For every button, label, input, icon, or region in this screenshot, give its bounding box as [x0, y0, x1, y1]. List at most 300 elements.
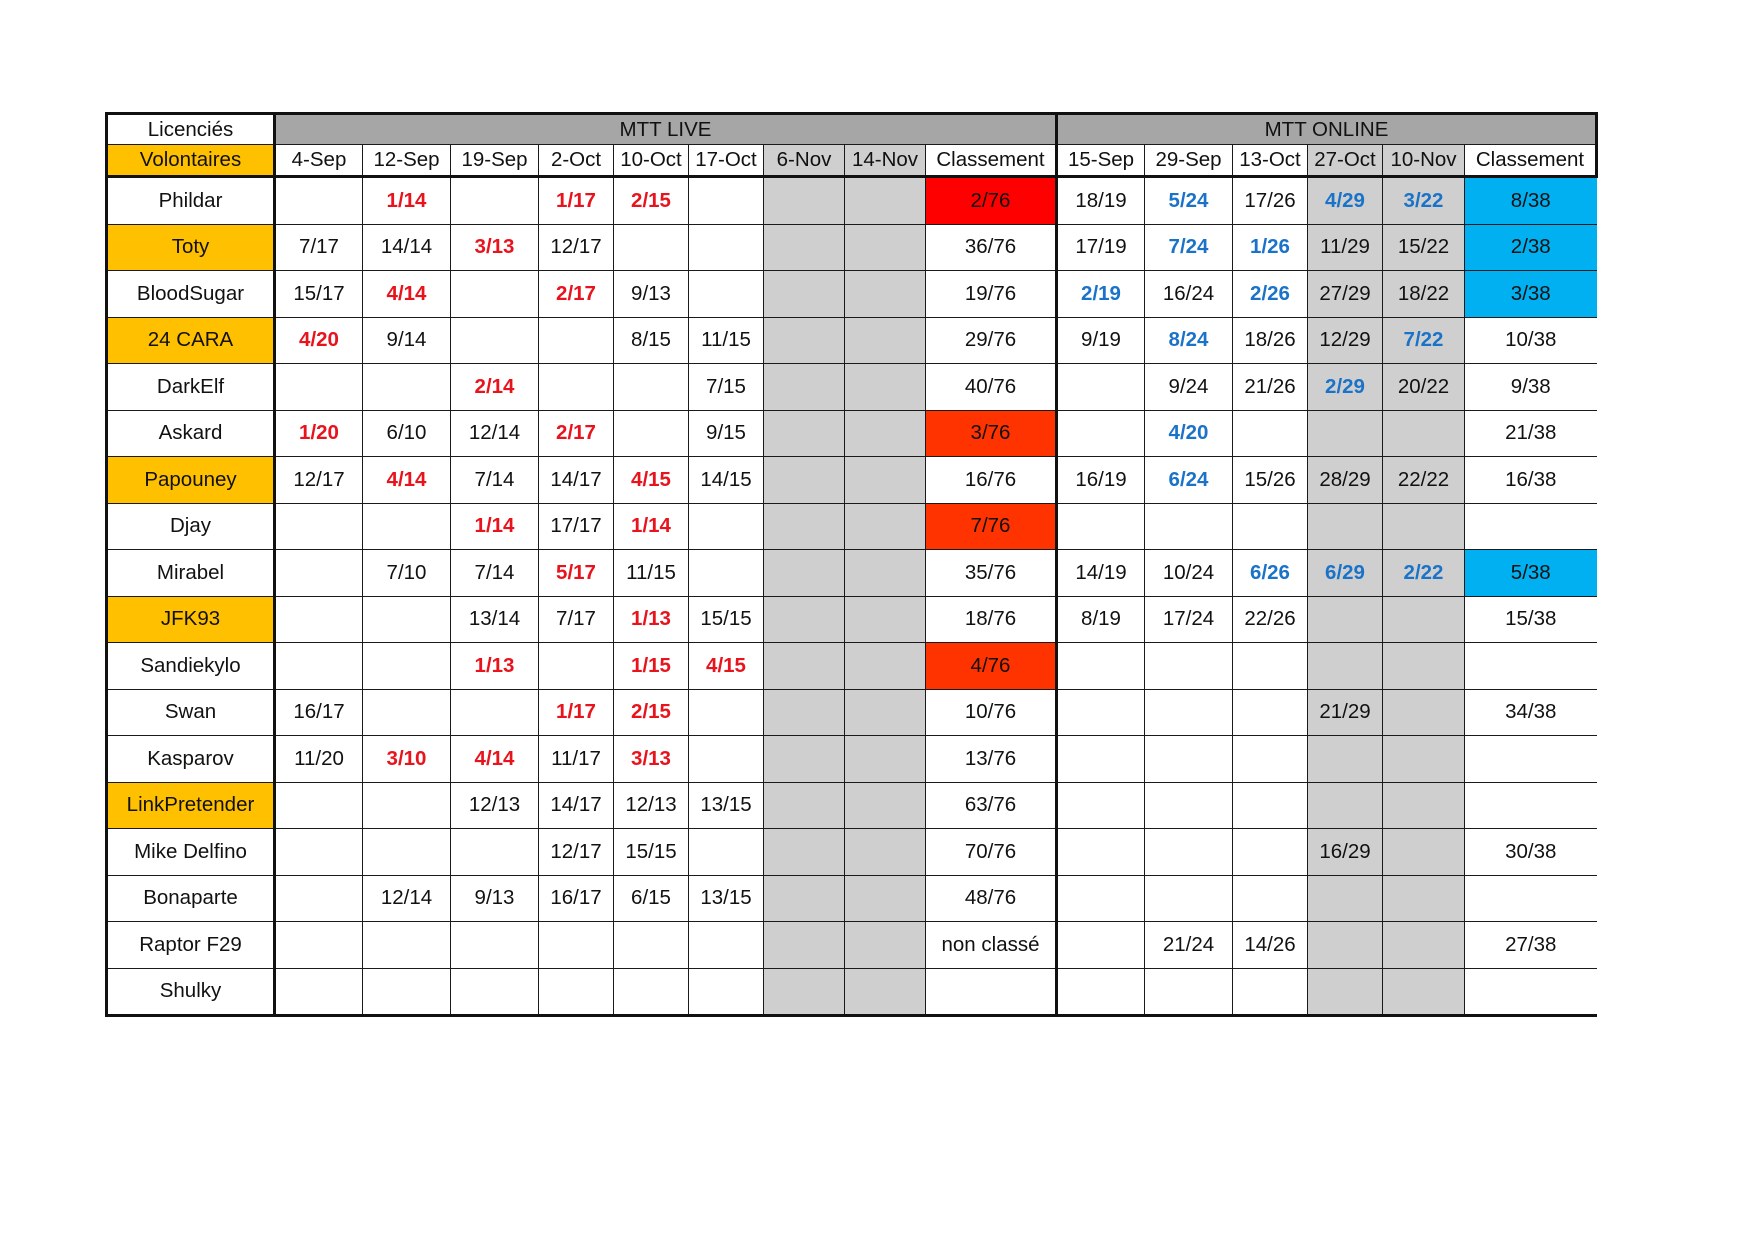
live-result-cell: 4/15 [614, 457, 689, 504]
online-result-cell: 9/24 [1145, 364, 1233, 411]
live-result-cell [275, 503, 363, 550]
online-result-cell: 8/24 [1145, 317, 1233, 364]
live-result-cell [363, 829, 451, 876]
live-result-cell [845, 875, 926, 922]
online-result-cell [1308, 503, 1383, 550]
online-result-cell: 7/24 [1145, 224, 1233, 271]
online-result-cell [1383, 922, 1465, 969]
online-classement-cell: 5/38 [1465, 550, 1597, 597]
live-result-cell [764, 782, 845, 829]
online-result-cell [1057, 736, 1145, 783]
live-result-cell: 12/14 [451, 410, 539, 457]
online-result-cell [1057, 503, 1145, 550]
live-result-cell [845, 922, 926, 969]
online-result-cell [1308, 782, 1383, 829]
live-result-cell: 1/15 [614, 643, 689, 690]
online-result-cell: 6/24 [1145, 457, 1233, 504]
live-date-header: 12-Sep [363, 145, 451, 177]
online-result-cell [1057, 364, 1145, 411]
live-result-cell: 1/14 [363, 177, 451, 225]
live-result-cell: 1/17 [539, 177, 614, 225]
online-result-cell [1233, 829, 1308, 876]
live-result-cell [845, 643, 926, 690]
online-result-cell [1308, 643, 1383, 690]
player-name: 24 CARA [107, 317, 275, 364]
live-result-cell [764, 968, 845, 1016]
live-result-cell [845, 317, 926, 364]
online-result-cell [1233, 689, 1308, 736]
live-result-cell [275, 875, 363, 922]
live-result-cell: 6/10 [363, 410, 451, 457]
live-result-cell [845, 782, 926, 829]
live-classement-cell: 18/76 [926, 596, 1057, 643]
online-result-cell [1383, 875, 1465, 922]
online-result-cell: 14/26 [1233, 922, 1308, 969]
live-classement-cell: 3/76 [926, 410, 1057, 457]
online-result-cell: 17/19 [1057, 224, 1145, 271]
online-date-header: 15-Sep [1057, 145, 1145, 177]
live-result-cell: 5/17 [539, 550, 614, 597]
live-result-cell [451, 922, 539, 969]
live-classement-cell: 4/76 [926, 643, 1057, 690]
online-result-cell: 20/22 [1383, 364, 1465, 411]
live-result-cell: 3/13 [614, 736, 689, 783]
online-result-cell: 21/24 [1145, 922, 1233, 969]
live-result-cell [363, 503, 451, 550]
live-classement-cell: non classé [926, 922, 1057, 969]
online-result-cell [1057, 410, 1145, 457]
online-result-cell [1145, 829, 1233, 876]
live-result-cell [845, 968, 926, 1016]
live-result-cell [764, 503, 845, 550]
online-classement-cell [1465, 968, 1597, 1016]
live-result-cell: 7/15 [689, 364, 764, 411]
live-result-cell [764, 829, 845, 876]
live-result-cell [275, 550, 363, 597]
live-result-cell [363, 968, 451, 1016]
mtt-live-header: MTT LIVE [275, 114, 1057, 145]
live-result-cell [689, 224, 764, 271]
online-result-cell: 17/24 [1145, 596, 1233, 643]
online-result-cell [1383, 503, 1465, 550]
live-result-cell [275, 922, 363, 969]
online-result-cell: 15/22 [1383, 224, 1465, 271]
online-result-cell: 11/29 [1308, 224, 1383, 271]
online-result-cell [1233, 643, 1308, 690]
live-result-cell: 2/15 [614, 177, 689, 225]
online-result-cell [1057, 643, 1145, 690]
live-result-cell: 6/15 [614, 875, 689, 922]
live-result-cell [614, 968, 689, 1016]
online-result-cell: 28/29 [1308, 457, 1383, 504]
live-result-cell [363, 689, 451, 736]
player-row [107, 503, 1597, 550]
online-date-header: 29-Sep [1145, 145, 1233, 177]
live-result-cell: 16/17 [539, 875, 614, 922]
live-result-cell [689, 271, 764, 318]
player-row [107, 736, 1597, 783]
online-result-cell: 7/22 [1383, 317, 1465, 364]
live-classement-cell: 7/76 [926, 503, 1057, 550]
live-result-cell [845, 736, 926, 783]
player-row [107, 177, 1597, 225]
live-result-cell [764, 922, 845, 969]
live-result-cell [451, 177, 539, 225]
mtt-online-header: MTT ONLINE [1057, 114, 1597, 145]
online-result-cell [1145, 689, 1233, 736]
online-result-cell: 15/26 [1233, 457, 1308, 504]
online-result-cell [1145, 503, 1233, 550]
ranking-table [105, 112, 1598, 1017]
live-date-header: 10-Oct [614, 145, 689, 177]
online-result-cell [1145, 643, 1233, 690]
live-result-cell [845, 177, 926, 225]
online-result-cell [1383, 596, 1465, 643]
live-result-cell [845, 550, 926, 597]
licencies-header: Licenciés [107, 114, 275, 145]
online-result-cell: 12/29 [1308, 317, 1383, 364]
live-date-header: 2-Oct [539, 145, 614, 177]
online-result-cell: 18/19 [1057, 177, 1145, 225]
online-result-cell: 18/26 [1233, 317, 1308, 364]
live-classement-cell: 63/76 [926, 782, 1057, 829]
live-result-cell: 11/20 [275, 736, 363, 783]
live-classement-cell [926, 968, 1057, 1016]
online-classement-cell [1465, 503, 1597, 550]
live-result-cell [275, 364, 363, 411]
online-result-cell: 22/26 [1233, 596, 1308, 643]
live-result-cell [689, 968, 764, 1016]
live-result-cell [614, 410, 689, 457]
online-classement-cell: 3/38 [1465, 271, 1597, 318]
online-result-cell: 4/29 [1308, 177, 1383, 225]
online-result-cell: 21/29 [1308, 689, 1383, 736]
live-result-cell [845, 596, 926, 643]
live-result-cell: 16/17 [275, 689, 363, 736]
online-result-cell: 4/20 [1145, 410, 1233, 457]
live-result-cell: 13/14 [451, 596, 539, 643]
online-result-cell [1308, 596, 1383, 643]
live-result-cell: 15/15 [614, 829, 689, 876]
online-classement-cell [1465, 875, 1597, 922]
player-name: Sandiekylo [107, 643, 275, 690]
live-result-cell [275, 596, 363, 643]
live-result-cell [539, 317, 614, 364]
online-classement-cell: 9/38 [1465, 364, 1597, 411]
live-classement-cell: 29/76 [926, 317, 1057, 364]
live-result-cell [539, 643, 614, 690]
live-result-cell [845, 224, 926, 271]
online-classement-cell [1465, 782, 1597, 829]
online-result-cell [1383, 689, 1465, 736]
live-result-cell: 11/15 [614, 550, 689, 597]
live-result-cell: 12/17 [275, 457, 363, 504]
online-result-cell [1057, 689, 1145, 736]
player-name: Raptor F29 [107, 922, 275, 969]
online-result-cell [1233, 875, 1308, 922]
live-result-cell [363, 364, 451, 411]
online-result-cell [1057, 875, 1145, 922]
live-classement-header: Classement [926, 145, 1057, 177]
online-result-cell: 9/19 [1057, 317, 1145, 364]
live-result-cell: 3/13 [451, 224, 539, 271]
online-result-cell: 2/22 [1383, 550, 1465, 597]
online-classement-cell: 16/38 [1465, 457, 1597, 504]
player-name: DarkElf [107, 364, 275, 411]
player-name: Djay [107, 503, 275, 550]
player-name: Swan [107, 689, 275, 736]
live-result-cell [845, 271, 926, 318]
live-result-cell: 7/17 [539, 596, 614, 643]
live-result-cell: 4/14 [451, 736, 539, 783]
online-result-cell [1383, 643, 1465, 690]
live-result-cell: 12/14 [363, 875, 451, 922]
live-result-cell: 2/17 [539, 271, 614, 318]
live-classement-cell: 19/76 [926, 271, 1057, 318]
player-row [107, 364, 1597, 411]
live-result-cell: 9/14 [363, 317, 451, 364]
online-result-cell [1145, 968, 1233, 1016]
player-row [107, 457, 1597, 504]
live-result-cell [764, 364, 845, 411]
live-result-cell [614, 224, 689, 271]
live-classement-cell: 48/76 [926, 875, 1057, 922]
live-result-cell: 2/17 [539, 410, 614, 457]
live-result-cell: 14/17 [539, 457, 614, 504]
online-classement-cell: 8/38 [1465, 177, 1597, 225]
live-result-cell [764, 457, 845, 504]
live-result-cell: 14/17 [539, 782, 614, 829]
online-classement-cell: 2/38 [1465, 224, 1597, 271]
live-result-cell [539, 922, 614, 969]
live-classement-cell: 13/76 [926, 736, 1057, 783]
online-result-cell [1383, 829, 1465, 876]
live-result-cell: 12/17 [539, 829, 614, 876]
online-result-cell [1308, 410, 1383, 457]
online-result-cell [1308, 875, 1383, 922]
player-row [107, 224, 1597, 271]
live-result-cell [539, 364, 614, 411]
online-result-cell [1233, 503, 1308, 550]
player-row [107, 410, 1597, 457]
live-result-cell [845, 503, 926, 550]
live-result-cell [451, 689, 539, 736]
live-result-cell: 7/17 [275, 224, 363, 271]
online-result-cell: 10/24 [1145, 550, 1233, 597]
live-result-cell: 3/10 [363, 736, 451, 783]
player-name: BloodSugar [107, 271, 275, 318]
online-result-cell: 2/26 [1233, 271, 1308, 318]
live-result-cell [363, 643, 451, 690]
live-result-cell: 1/13 [451, 643, 539, 690]
online-result-cell: 27/29 [1308, 271, 1383, 318]
live-result-cell: 2/15 [614, 689, 689, 736]
online-result-cell [1383, 782, 1465, 829]
live-result-cell: 1/14 [451, 503, 539, 550]
online-result-cell: 1/26 [1233, 224, 1308, 271]
live-result-cell [689, 503, 764, 550]
live-result-cell: 9/15 [689, 410, 764, 457]
online-result-cell [1308, 736, 1383, 783]
online-result-cell: 3/22 [1383, 177, 1465, 225]
live-result-cell [451, 271, 539, 318]
live-classement-cell: 35/76 [926, 550, 1057, 597]
online-result-cell: 17/26 [1233, 177, 1308, 225]
live-date-header: 4-Sep [275, 145, 363, 177]
player-name: JFK93 [107, 596, 275, 643]
live-result-cell [614, 364, 689, 411]
live-result-cell [275, 643, 363, 690]
live-result-cell [764, 317, 845, 364]
player-row [107, 271, 1597, 318]
online-result-cell: 5/24 [1145, 177, 1233, 225]
live-result-cell: 4/15 [689, 643, 764, 690]
live-classement-cell: 2/76 [926, 177, 1057, 225]
live-classement-cell: 10/76 [926, 689, 1057, 736]
live-result-cell: 12/13 [451, 782, 539, 829]
online-classement-cell: 34/38 [1465, 689, 1597, 736]
live-result-cell [451, 968, 539, 1016]
live-result-cell: 4/20 [275, 317, 363, 364]
online-result-cell [1057, 968, 1145, 1016]
online-result-cell [1233, 736, 1308, 783]
online-classement-cell: 21/38 [1465, 410, 1597, 457]
player-row [107, 596, 1597, 643]
live-result-cell: 9/13 [451, 875, 539, 922]
player-name: Mike Delfino [107, 829, 275, 876]
live-result-cell [275, 829, 363, 876]
live-result-cell [689, 922, 764, 969]
player-name: Shulky [107, 968, 275, 1016]
online-result-cell: 2/19 [1057, 271, 1145, 318]
live-result-cell [451, 317, 539, 364]
player-row [107, 922, 1597, 969]
live-result-cell: 14/15 [689, 457, 764, 504]
live-result-cell [451, 829, 539, 876]
player-row [107, 829, 1597, 876]
online-date-header: 13-Oct [1233, 145, 1308, 177]
live-result-cell: 8/15 [614, 317, 689, 364]
online-result-cell: 6/29 [1308, 550, 1383, 597]
live-result-cell: 9/13 [614, 271, 689, 318]
live-result-cell [363, 596, 451, 643]
live-result-cell [845, 410, 926, 457]
live-result-cell [275, 177, 363, 225]
live-result-cell: 7/14 [451, 457, 539, 504]
live-result-cell [845, 829, 926, 876]
player-name: Mirabel [107, 550, 275, 597]
live-result-cell [363, 782, 451, 829]
live-result-cell [539, 968, 614, 1016]
online-result-cell [1308, 922, 1383, 969]
player-name: Papouney [107, 457, 275, 504]
online-classement-cell [1465, 643, 1597, 690]
live-result-cell [275, 782, 363, 829]
online-date-header: 27-Oct [1308, 145, 1383, 177]
live-result-cell: 12/17 [539, 224, 614, 271]
live-result-cell [764, 643, 845, 690]
online-result-cell: 22/22 [1383, 457, 1465, 504]
player-row [107, 643, 1597, 690]
live-classement-cell: 16/76 [926, 457, 1057, 504]
volontaires-header: Volontaires [107, 145, 275, 177]
live-result-cell [689, 829, 764, 876]
online-result-cell: 16/19 [1057, 457, 1145, 504]
live-result-cell [764, 689, 845, 736]
online-result-cell [1383, 410, 1465, 457]
live-result-cell: 2/14 [451, 364, 539, 411]
online-classement-cell: 27/38 [1465, 922, 1597, 969]
online-result-cell: 16/29 [1308, 829, 1383, 876]
live-result-cell: 13/15 [689, 782, 764, 829]
online-result-cell: 16/24 [1145, 271, 1233, 318]
live-result-cell [845, 457, 926, 504]
live-result-cell: 7/14 [451, 550, 539, 597]
live-result-cell: 12/13 [614, 782, 689, 829]
live-result-cell: 15/17 [275, 271, 363, 318]
online-result-cell [1383, 968, 1465, 1016]
player-name: Askard [107, 410, 275, 457]
online-date-header: 10-Nov [1383, 145, 1465, 177]
online-classement-cell [1465, 736, 1597, 783]
player-name: Toty [107, 224, 275, 271]
live-result-cell [845, 689, 926, 736]
live-result-cell [689, 177, 764, 225]
live-result-cell: 1/17 [539, 689, 614, 736]
live-result-cell [764, 875, 845, 922]
online-classement-header: Classement [1465, 145, 1597, 177]
live-result-cell: 17/17 [539, 503, 614, 550]
live-classement-cell: 40/76 [926, 364, 1057, 411]
live-result-cell [363, 922, 451, 969]
live-result-cell [764, 596, 845, 643]
live-classement-cell: 70/76 [926, 829, 1057, 876]
live-result-cell: 14/14 [363, 224, 451, 271]
live-result-cell [764, 177, 845, 225]
online-result-cell [1233, 410, 1308, 457]
live-date-header: 19-Sep [451, 145, 539, 177]
live-result-cell [764, 410, 845, 457]
live-result-cell: 1/14 [614, 503, 689, 550]
online-result-cell [1145, 782, 1233, 829]
player-row [107, 550, 1597, 597]
live-result-cell: 1/20 [275, 410, 363, 457]
live-result-cell [689, 689, 764, 736]
live-classement-cell: 36/76 [926, 224, 1057, 271]
player-row [107, 968, 1597, 1016]
live-result-cell: 13/15 [689, 875, 764, 922]
live-date-header: 6-Nov [764, 145, 845, 177]
live-result-cell: 4/14 [363, 271, 451, 318]
online-result-cell [1233, 968, 1308, 1016]
live-result-cell [764, 271, 845, 318]
online-result-cell: 14/19 [1057, 550, 1145, 597]
online-result-cell [1057, 922, 1145, 969]
live-result-cell [764, 736, 845, 783]
player-row [107, 782, 1597, 829]
player-row [107, 317, 1597, 364]
live-result-cell: 11/15 [689, 317, 764, 364]
player-name: Bonaparte [107, 875, 275, 922]
online-result-cell [1308, 968, 1383, 1016]
live-result-cell [764, 224, 845, 271]
live-date-header: 17-Oct [689, 145, 764, 177]
online-result-cell [1145, 736, 1233, 783]
player-name: Kasparov [107, 736, 275, 783]
online-classement-cell: 30/38 [1465, 829, 1597, 876]
date-header-row [107, 145, 1597, 177]
online-result-cell: 18/22 [1383, 271, 1465, 318]
